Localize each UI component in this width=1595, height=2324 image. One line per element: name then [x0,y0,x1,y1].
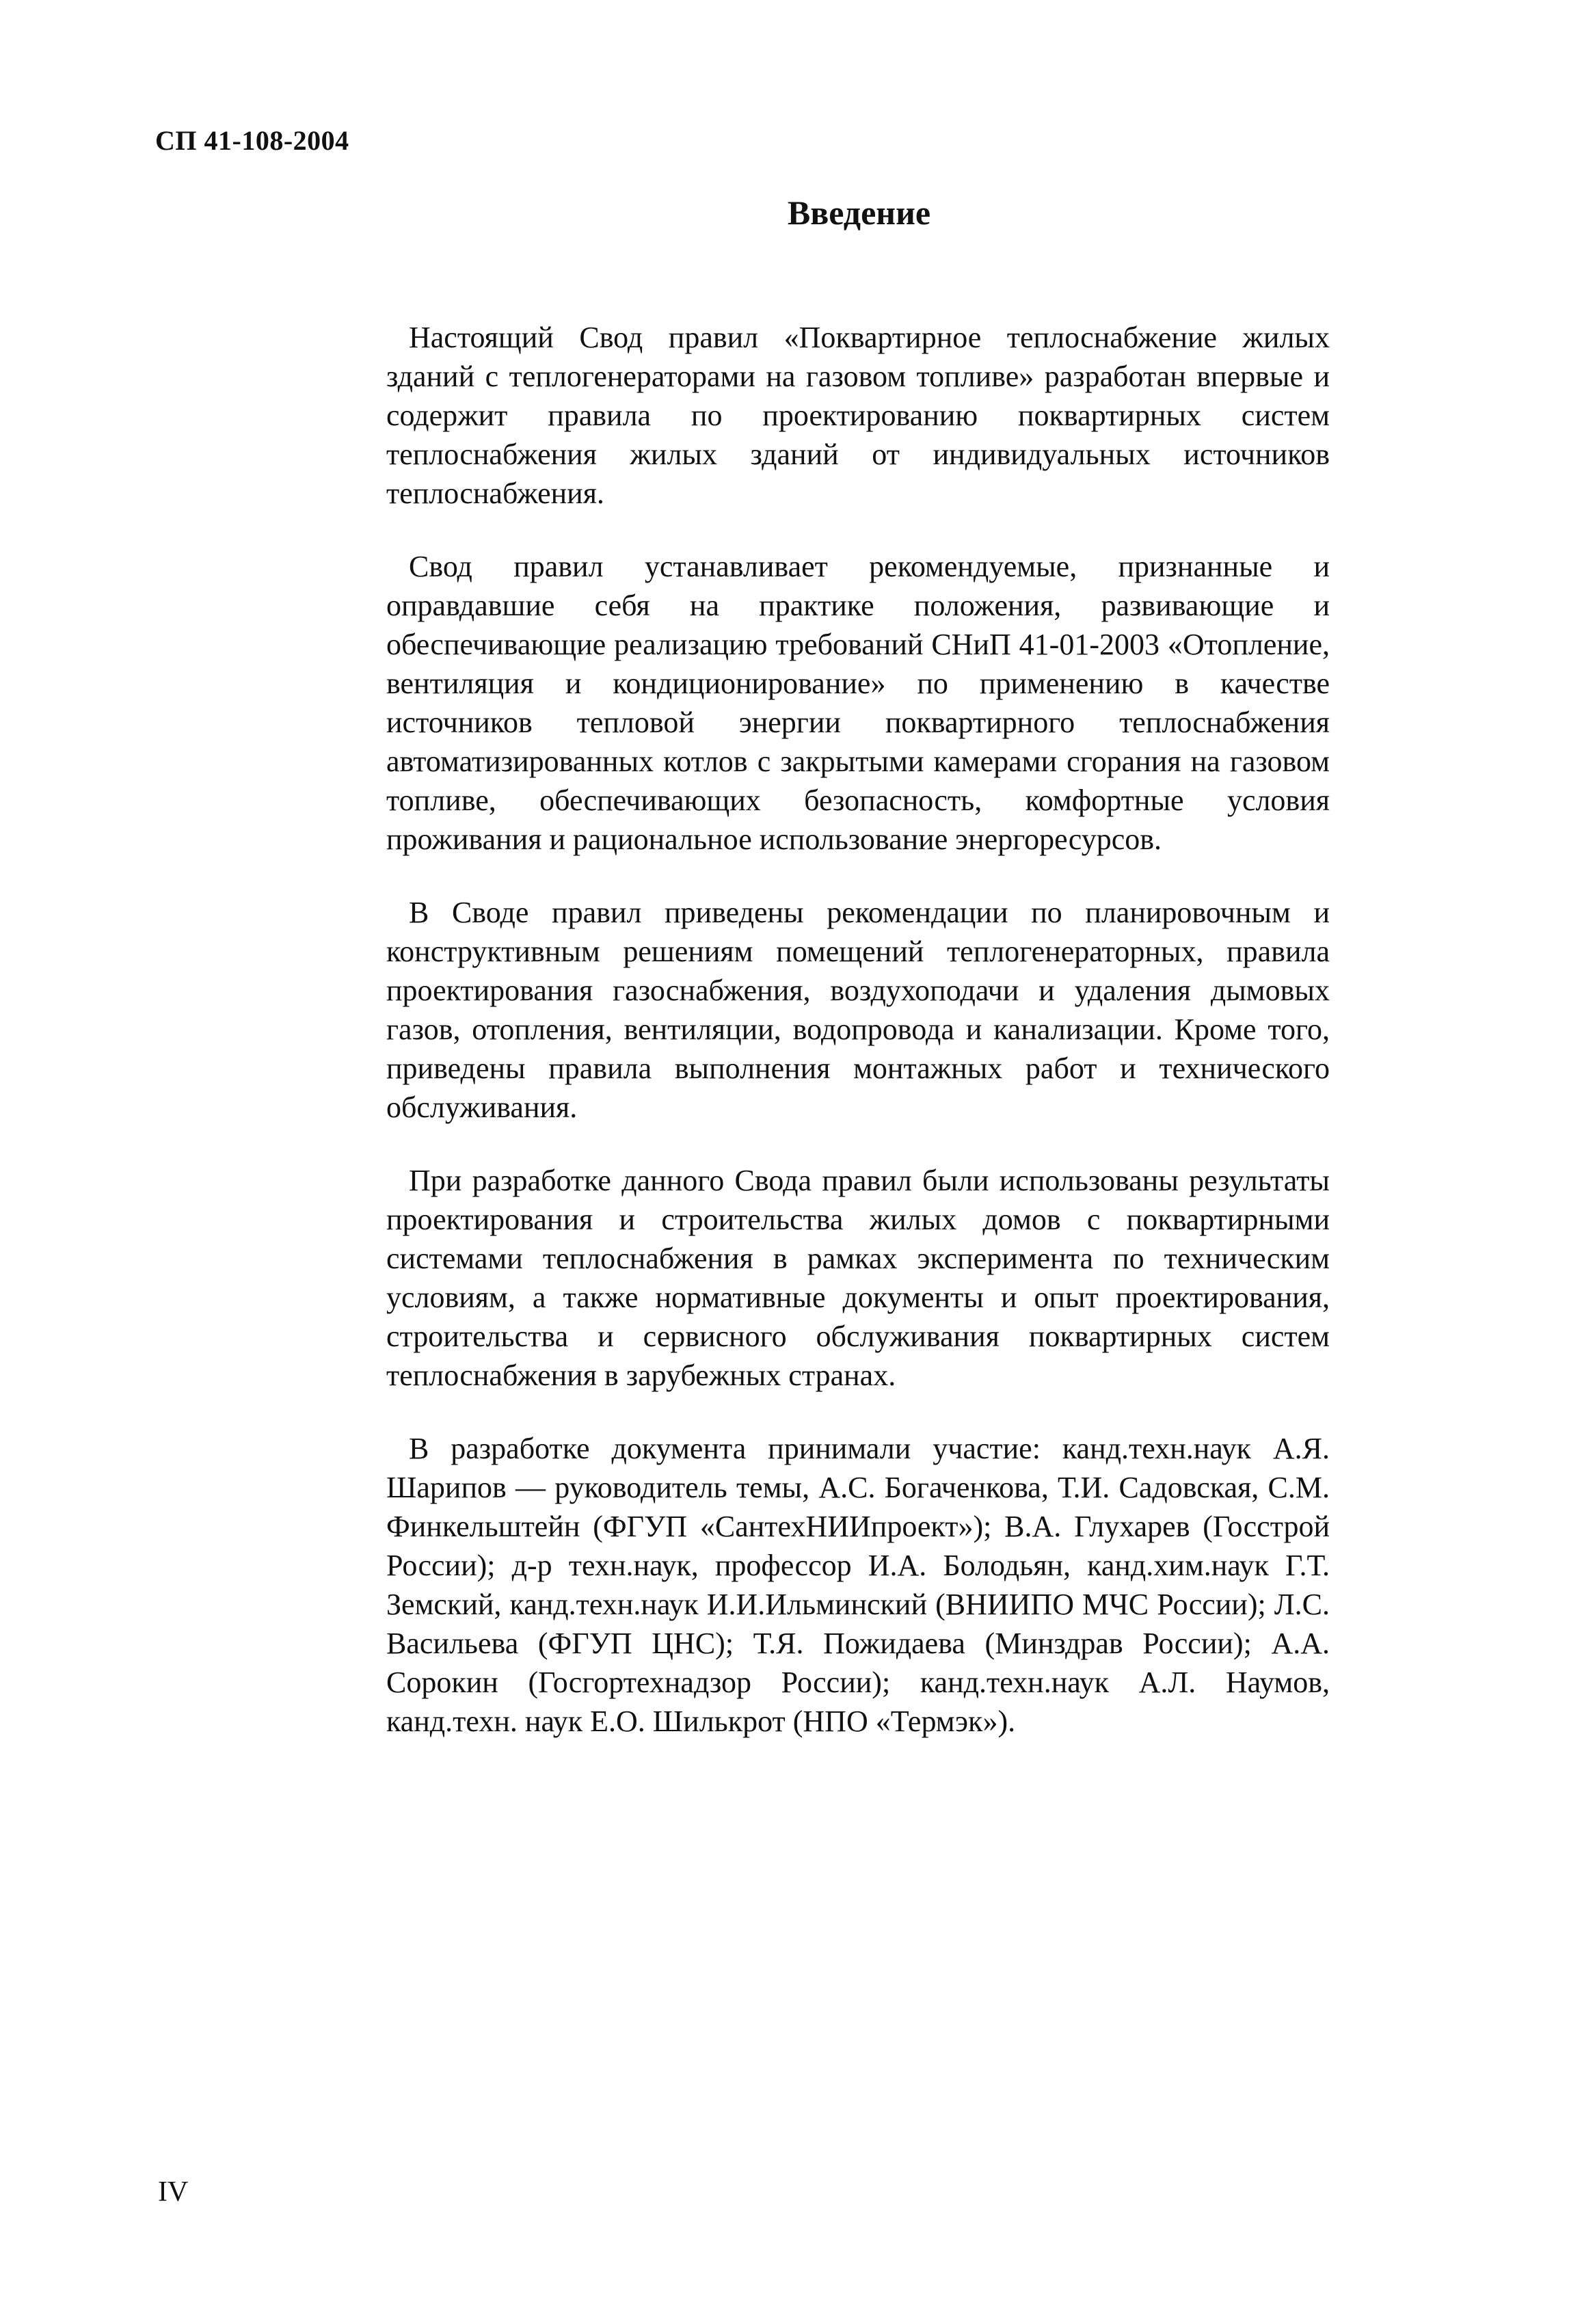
page-number: IV [158,2176,189,2208]
paragraph-5: В разработке документа принимали участие: канд.техн.наук А.Я. Шарипов — руководитель темы, А.С. Богаченкова, Т.И. Садовская, С.М. Финкельштейн (ФГУП «СантехНИИпроект»); В.А. Глухарев (Госстрой России); д-р техн.наук, профессор И.А. Болодьян, канд.хим.наук Г.Т. Земский, канд.техн.наук И.И.Ильминский (ВНИИПО МЧС России); Л.С. Васильева (ФГУП ЦНС); Т.Я. Пожидаева (Минздрав России); А.А. Сорокин (Госгортехнадзор России); канд.техн.наук А.Л. Наумов, канд.техн. наук Е.О. Шилькрот (НПО «Термэк»). [386,1432,1330,1738]
body-text [386,318,1330,1775]
document-code: СП 41-108-2004 [155,125,349,156]
paragraph-1: Настоящий Свод правил «Поквартирное теплоснабжение жилых зданий с теплогенераторами на газовом топливе» разработан впервые и содержит правила по проектированию поквартирных систем теплоснабжения жилых зданий от индивидуальных источников теплоснабжения. [386,321,1330,510]
paragraph-3: В Своде правил приведены рекомендации по планировочным и конструктивным решениям помещений теплогенераторных, правила проектирования газоснабжения, воздухоподачи и удаления дымовых газов, отопления, вентиляции, водопровода и канализации. Кроме того, приведены правила выполнения монтажных работ и технического обслуживания. [386,896,1330,1124]
page-title: Введение [787,193,931,232]
paragraph-4: При разработке данного Свода правил были использованы результаты проектирования и строительства жилых домов с поквартирными системами теплоснабжения в рамках эксперимента по техническим условиям, а также нормативные документы и опыт проектирования, строительства и сервисного обслуживания поквартирных систем теплоснабжения в зарубежных странах. [386,1164,1330,1392]
paragraph-2: Свод правил устанавливает рекомендуемые, признанные и оправдавшие себя на практике положения, развивающие и обеспечивающие реализацию требований СНиП 41-01-2003 «Отопление, вентиляция и кондиционирование» по применению в качестве источников тепловой энергии поквартирного теплоснабжения автоматизированных котлов с закрытыми камерами сгорания на газовом топливе, обеспечивающих безопасность, комфортные условия проживания и рациональное использование энергоресурсов. [386,550,1330,856]
